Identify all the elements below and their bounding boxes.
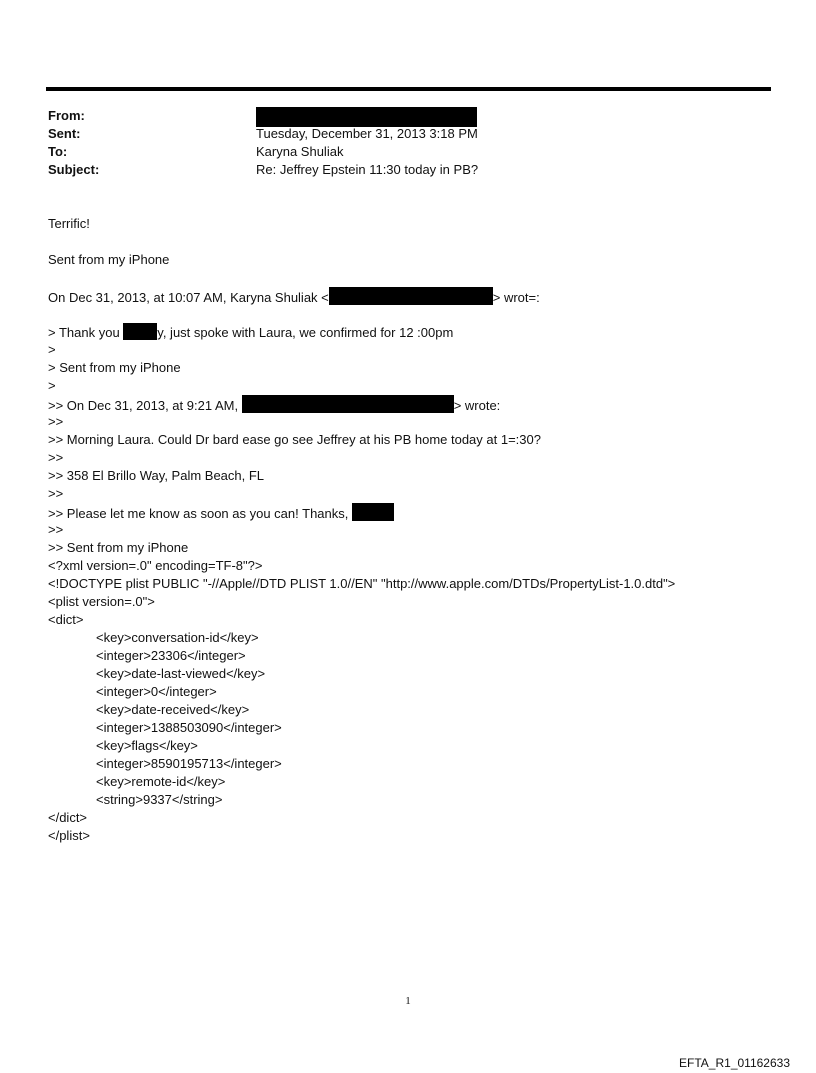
xml-line: <integer>0</integer>	[96, 684, 217, 699]
body-line	[48, 323, 675, 341]
body-text-segment: > wrot=:	[492, 290, 540, 305]
body-text-segment: >> Please let me know as soon as you can! Thanks,	[48, 506, 352, 521]
subject-value: Re: Jeffrey Epstein 11:30 today in PB?	[256, 162, 479, 177]
to-label: To:	[48, 144, 68, 159]
redaction-box	[329, 287, 493, 305]
email-body	[48, 215, 675, 845]
body-line: >>	[48, 522, 64, 537]
body-line: Sent from my iPhone	[48, 252, 170, 267]
body-text-segment: > wrote:	[453, 398, 501, 413]
xml-line: <dict>	[48, 612, 84, 627]
body-line: Terrific!	[48, 216, 90, 231]
subject-label: Subject:	[48, 162, 100, 177]
xml-line: </plist>	[48, 828, 90, 843]
to-value: Karyna Shuliak	[256, 144, 344, 159]
body-text-segment: On Dec 31, 2013, at 10:07 AM, Karyna Shuliak <	[48, 290, 329, 305]
body-line: >> Sent from my iPhone	[48, 540, 189, 555]
sent-label: Sent:	[48, 126, 81, 141]
body-line: >> Morning Laura. Could Dr bard ease go see Jeffrey at his PB home today at 1=:30?	[48, 432, 541, 447]
xml-line: <?xml version=.0" encoding=TF-8"?>	[48, 558, 263, 573]
xml-line: <string>9337</string>	[96, 792, 223, 807]
body-line: >	[48, 342, 56, 357]
header-rule	[46, 87, 771, 91]
body-line	[48, 395, 675, 413]
xml-line: <key>remote-id</key>	[96, 774, 226, 789]
redaction-box	[352, 503, 394, 521]
xml-line: <integer>23306</integer>	[96, 648, 246, 663]
document-id: EFTA_R1_01162633	[679, 1056, 790, 1070]
xml-line: <key>date-received</key>	[96, 702, 250, 717]
body-line	[48, 503, 675, 521]
xml-line: <key>conversation-id</key>	[96, 630, 259, 645]
sent-value: Tuesday, December 31, 2013 3:18 PM	[256, 126, 478, 141]
xml-line: <!DOCTYPE plist PUBLIC "-//Apple//DTD PLIST 1.0//EN" "http://www.apple.com/DTDs/PropertyList-1.0.dtd">	[48, 576, 676, 591]
page-number: 1	[405, 995, 411, 1007]
redaction-box	[123, 323, 157, 340]
xml-line: <plist version=.0">	[48, 594, 155, 609]
body-text-segment: y, just spoke with Laura, we confirmed for 12 :00pm	[157, 325, 454, 340]
body-line: >>	[48, 486, 64, 501]
body-line	[48, 287, 675, 305]
body-line: > Sent from my iPhone	[48, 360, 181, 375]
body-line: >>	[48, 450, 64, 465]
xml-line: </dict>	[48, 810, 88, 825]
xml-line: <integer>1388503090</integer>	[96, 720, 282, 735]
body-line: >>	[48, 414, 64, 429]
body-line: >	[48, 378, 56, 393]
redaction-box	[242, 395, 454, 413]
body-line: >> 358 El Brillo Way, Palm Beach, FL	[48, 468, 265, 483]
body-text-segment: >> On Dec 31, 2013, at 9:21 AM,	[48, 398, 242, 413]
from-label: From:	[48, 108, 85, 123]
redaction-box	[256, 107, 477, 127]
xml-line: <integer>8590195713</integer>	[96, 756, 282, 771]
xml-line: <key>date-last-viewed</key>	[96, 666, 266, 681]
xml-line: <key>flags</key>	[96, 738, 198, 753]
body-text-segment: > Thank you	[48, 325, 124, 340]
